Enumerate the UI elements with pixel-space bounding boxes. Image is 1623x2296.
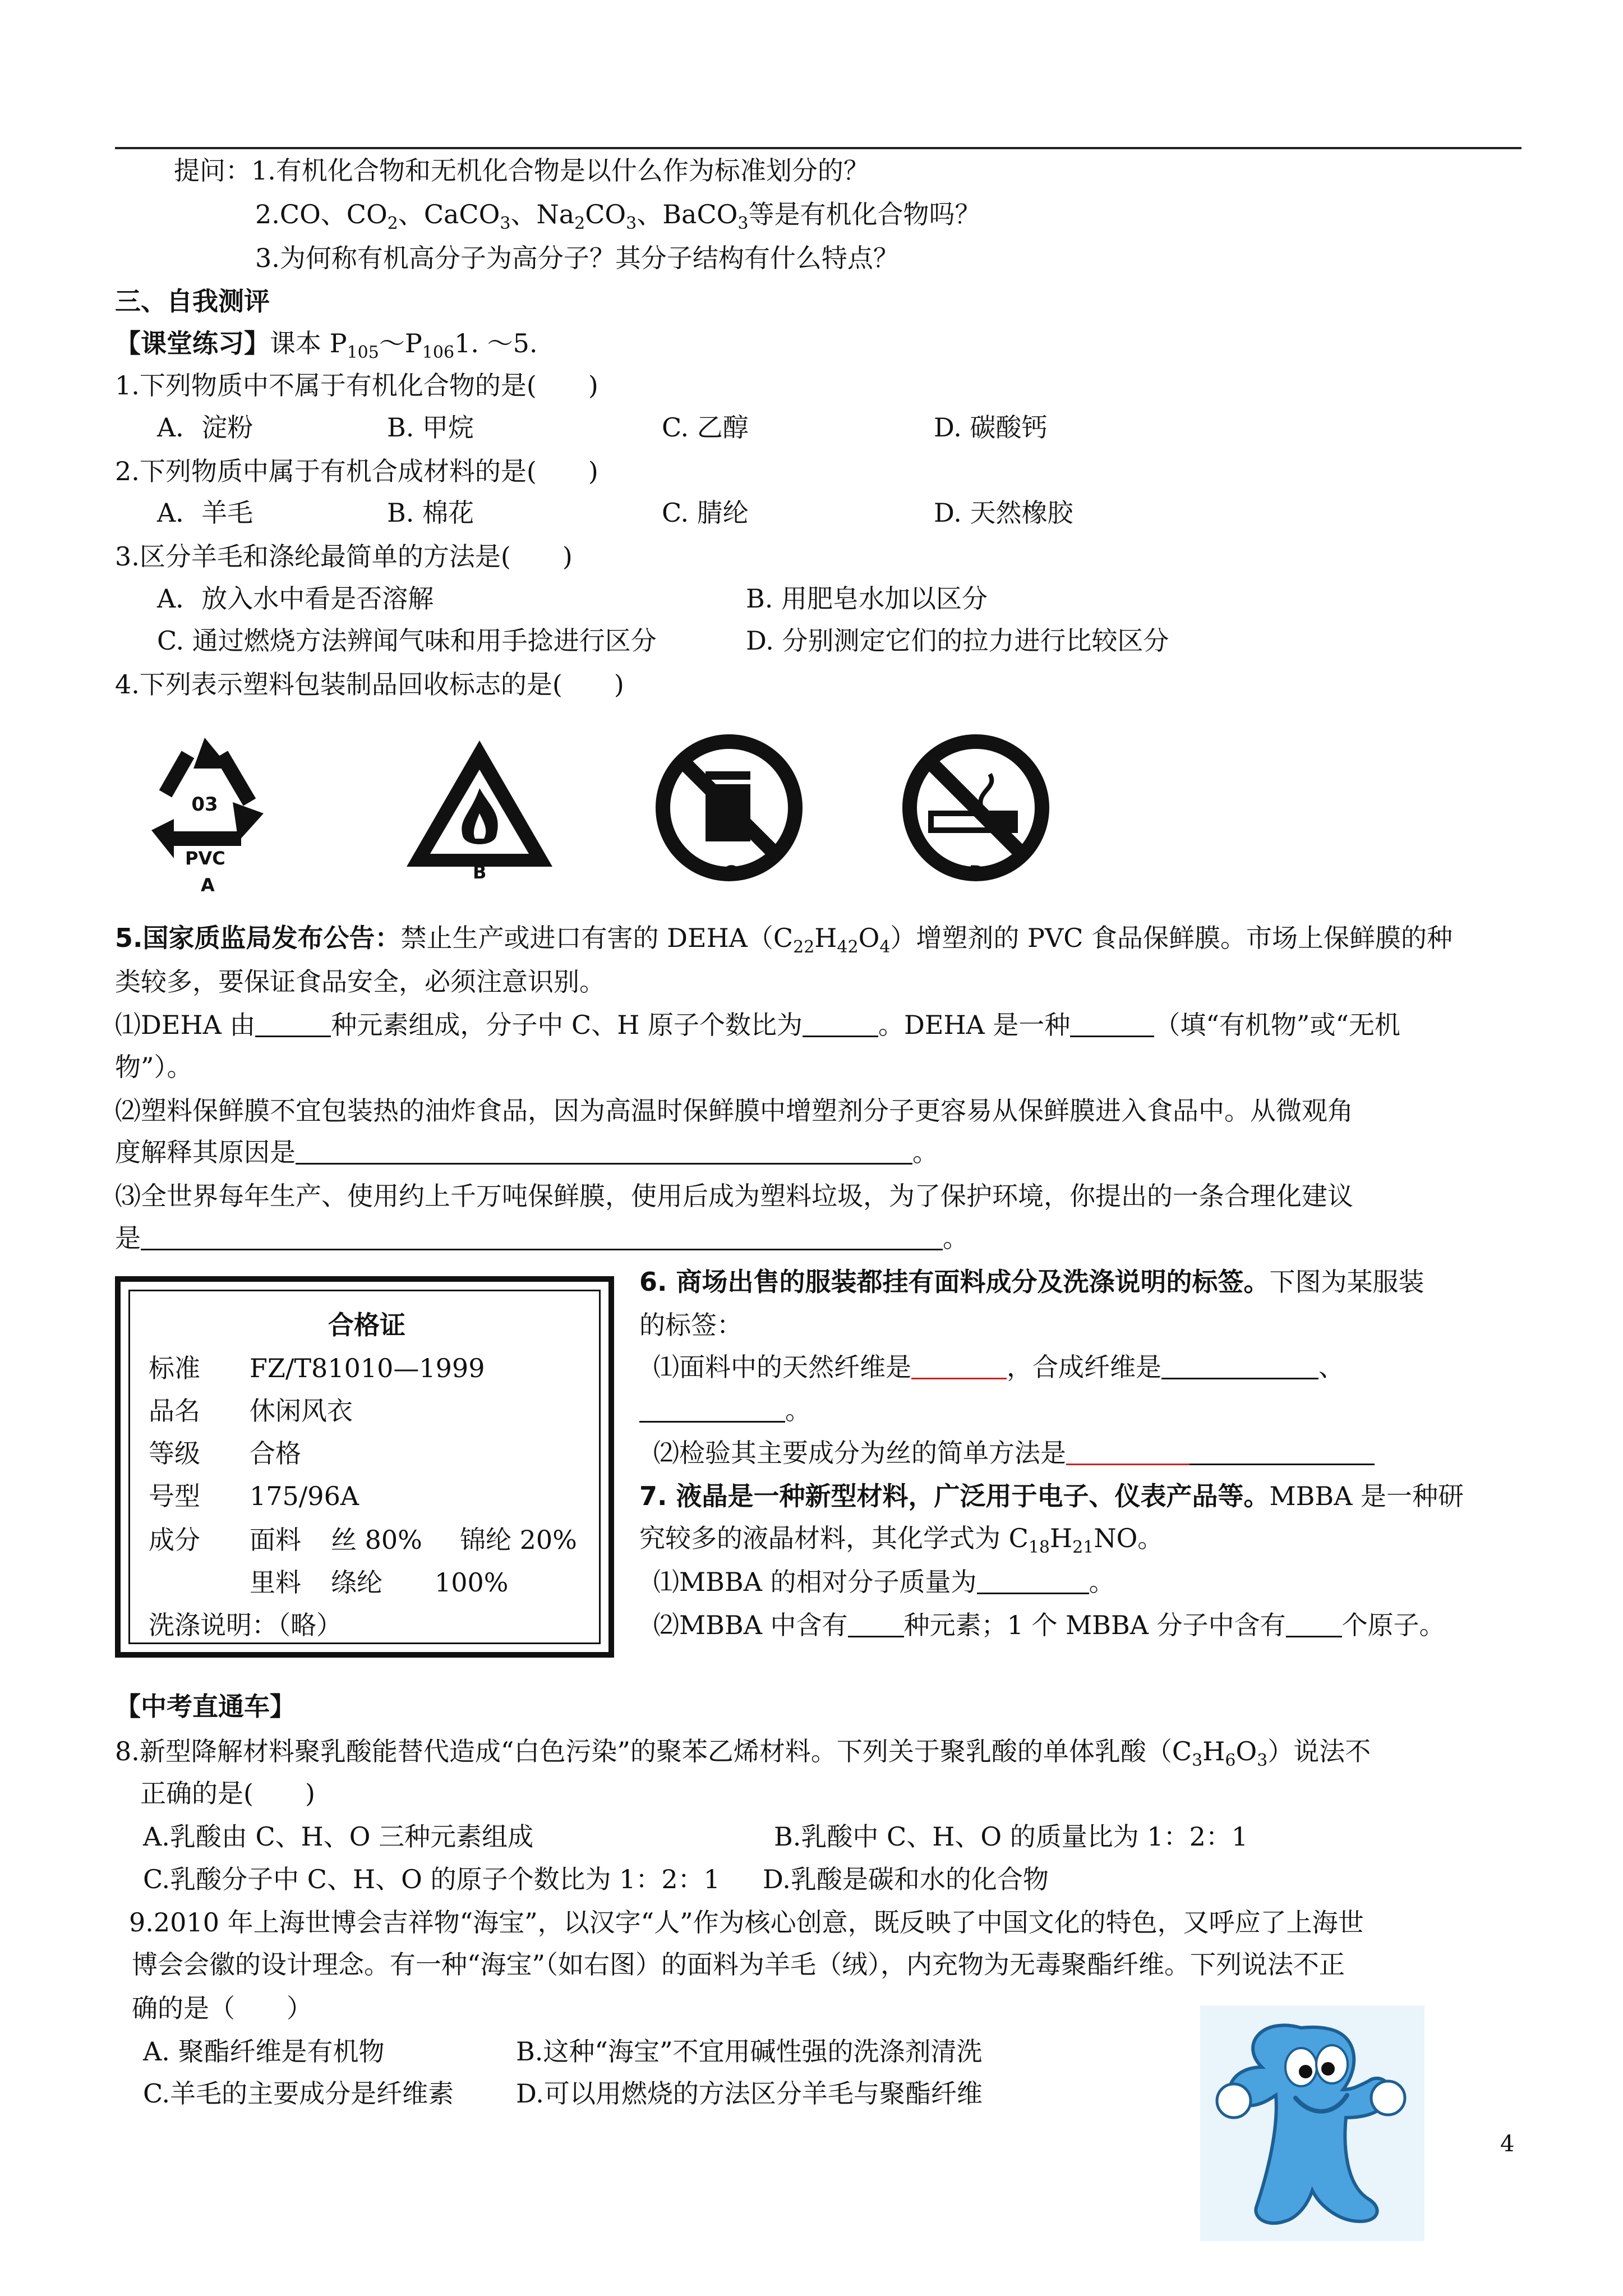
cert-key-standard: 标准 bbox=[149, 1353, 200, 1383]
q3-option-c: C. 通过燃烧方法辨闻气味和用手捻进行区分 bbox=[157, 625, 657, 656]
q5-stem-line2: 类较多，要保证食品安全，必须注意识别。 bbox=[115, 967, 605, 997]
q8-stem: 8.新型降解材料聚乳酸能替代造成“白色污染”的聚苯乙烯材料。下列关于聚乳酸的单体乳酸$(C_3H_6O_3)$说法不 bbox=[115, 1736, 1371, 1770]
q9-option-c: C.羊毛的主要成分是纤维素 bbox=[143, 2078, 454, 2109]
q7-blank-elements[interactable] bbox=[848, 1611, 904, 1637]
q5-part1-line2: 物”）。 bbox=[115, 1052, 193, 1082]
q6-blank-test-b[interactable] bbox=[1189, 1439, 1375, 1465]
q5-part3-line2: 是 。 bbox=[115, 1223, 969, 1253]
q3-stem: 3.区分羊毛和涤纶最简单的方法是( ) bbox=[115, 541, 573, 572]
section-title-self-test: 三、自我测评 bbox=[115, 286, 270, 316]
cert-key-size: 号型 bbox=[149, 1481, 200, 1511]
cert-key-composition: 成分 bbox=[149, 1525, 200, 1555]
q7-part2: ⑵MBBA 中含有 种元素；1 个 MBBA 分子中含有 个原子。 bbox=[653, 1610, 1445, 1640]
cert-wash: 洗涤说明：（略） bbox=[149, 1610, 342, 1640]
q6-part2: ⑵检验其主要成分为丝的简单方法是 bbox=[653, 1435, 1375, 1471]
page-number: 4 bbox=[1500, 2131, 1515, 2157]
q6-blank-test-a[interactable] bbox=[1066, 1439, 1189, 1465]
intro-question-2: 2.CO、$CO_2$、CaCO$_3$、$Na_2CO_3$、BaCO$_3$等是有机化合物吗？ bbox=[255, 199, 981, 233]
q7-part1: ⑴MBBA 的相对分子质量为 。 bbox=[653, 1567, 1115, 1597]
cert-key-grade: 等级 bbox=[149, 1438, 200, 1469]
q3-option-b: B. 用肥皂水加以区分 bbox=[746, 583, 988, 614]
cert-silk: 丝 80% bbox=[331, 1525, 422, 1555]
q8-stem-line2: 正确的是( ) bbox=[140, 1778, 315, 1809]
q5-stem: 5.国家质监局发布公告：禁止生产或进口有害的 $DEHA(C_{22}H_{42}O_4)$增塑剂的 PVC 食品保鲜膜。市场上保鲜膜的种 bbox=[115, 923, 1453, 957]
q2-stem: 2.下列物质中属于有机合成材料的是( ) bbox=[115, 456, 598, 486]
q5-part2-line1: ⑵塑料保鲜膜不宜包装热的油炸食品，因为高温时保鲜膜中增塑剂分子更容易从保鲜膜进入食品中。从微观角 bbox=[115, 1096, 1353, 1126]
q9-line3: 确的是（ ） bbox=[132, 1993, 312, 2023]
header-rule bbox=[115, 147, 1521, 149]
q7-stem: 7. 液晶是一种新型材料，广泛用于电子、仪表产品等。MBBA 是一种研 bbox=[639, 1481, 1464, 1511]
q6-stem: 6. 商场出售的服装都挂有面料成分及洗涤说明的标签。下图为某服装 bbox=[639, 1267, 1424, 1297]
certificate-title: 合格证 bbox=[328, 1310, 405, 1340]
cert-nylon: 锦纶 20% bbox=[460, 1525, 577, 1555]
q9-option-a: A. 聚酯纤维是有机物 bbox=[143, 2036, 385, 2067]
q2-option-b: B. 棉花 bbox=[387, 498, 474, 528]
q9-line2: 博会会徽的设计理念。有一种“海宝”（如右图）的面料为羊毛（绒），内充物为无毒聚酯纤维。下列说法不正 bbox=[132, 1949, 1345, 1980]
q1-stem: 1.下列物质中不属于有机化合物的是( ) bbox=[115, 370, 598, 401]
q7-stem-line2: 究较多的液晶材料，其化学式为 $C_{18}H_{21}NO$。 bbox=[639, 1523, 1164, 1557]
recycle-symbol-icon bbox=[121, 729, 289, 898]
q4-stem: 4.下列表示塑料包装制品回收标志的是( ) bbox=[115, 669, 624, 700]
sign-caption-a: A bbox=[201, 875, 215, 896]
q5-blank-suggestion[interactable] bbox=[141, 1224, 943, 1250]
cert-lining-percent: 100% bbox=[435, 1567, 509, 1598]
q2-option-d: D. 天然橡胶 bbox=[934, 498, 1073, 528]
cert-val-name: 休闲风衣 bbox=[250, 1396, 353, 1426]
q9-line1: 9.2010 年上海世博会吉祥物“海宝”，以汉字“人”作为核心创意，既反映了中国文化的特色，又呼应了上海世 bbox=[129, 1907, 1364, 1938]
q6-blank-natural[interactable] bbox=[911, 1353, 1007, 1379]
sign-caption-b: B bbox=[473, 862, 487, 883]
q2-option-c: C. 腈纶 bbox=[662, 498, 749, 528]
certificate-label-box bbox=[115, 1276, 614, 1658]
classroom-practice: 【课堂练习】课本 $P_{105}\sim P_{106}1$. ～5. bbox=[115, 328, 538, 362]
haibao-mascot-image bbox=[1200, 2005, 1424, 2241]
q5-part3-line1: ⑶全世界每年生产、使用约上千万吨保鲜膜，使用后成为塑料垃圾，为了保护环境，你提出的一条合理化建议 bbox=[115, 1181, 1353, 1211]
q9-option-b: B.这种“海宝”不宜用碱性强的洗涤剂清洗 bbox=[516, 2036, 983, 2067]
q8-option-d: D.乳酸是碳和水的化合物 bbox=[763, 1864, 1049, 1894]
section-title-zhongkao: 【中考直通车】 bbox=[115, 1691, 296, 1722]
cert-lining-label: 里料 bbox=[250, 1567, 301, 1598]
recycle-code: 03 bbox=[191, 793, 218, 816]
q5-blank-reason[interactable] bbox=[296, 1138, 912, 1165]
q8-option-c: C.乳酸分子中 C、H、O 的原子个数比为 1：2：1 bbox=[143, 1864, 720, 1894]
q1-option-a: A．淀粉 bbox=[157, 412, 253, 443]
q1-option-c: C. 乙醇 bbox=[662, 412, 749, 443]
cert-val-standard: FZ/T81010—1999 bbox=[250, 1353, 485, 1383]
q1-option-d: D. 碳酸钙 bbox=[934, 412, 1048, 443]
q2-option-a: A．羊毛 bbox=[157, 498, 253, 528]
recycle-material-label: PVC bbox=[185, 848, 225, 869]
q6-part1-line2: 。 bbox=[639, 1392, 811, 1428]
q6-part1: ⑴面料中的天然纤维是 ，合成纤维是 、 bbox=[653, 1352, 1344, 1382]
cert-face-label: 面料 bbox=[250, 1525, 301, 1555]
q1-option-b: B. 甲烷 bbox=[387, 412, 474, 443]
q3-option-d: D. 分别测定它们的拉力进行比较区分 bbox=[746, 625, 1169, 656]
q7-blank-mass[interactable] bbox=[977, 1568, 1089, 1594]
q9-option-d: D.可以用燃烧的方法区分羊毛与聚酯纤维 bbox=[516, 2078, 983, 2109]
q5-blank-type[interactable] bbox=[1070, 1011, 1154, 1037]
q3-option-a: A．放入水中看是否溶解 bbox=[157, 583, 434, 614]
q8-option-b: B.乳酸中 C、H、O 的质量比为 1：2：1 bbox=[774, 1821, 1248, 1852]
cert-val-grade: 合格 bbox=[250, 1438, 301, 1469]
q5-blank-ratio[interactable] bbox=[803, 1011, 878, 1037]
q6-stem-line2: 的标签： bbox=[639, 1310, 743, 1340]
q6-blank-synthetic-1[interactable] bbox=[1161, 1353, 1318, 1379]
q6-blank-synthetic-2[interactable] bbox=[639, 1396, 785, 1423]
intro-question-1: 提问：1.有机化合物和无机化合物是以什么作为标准划分的？ bbox=[174, 155, 869, 186]
cert-polyester: 绦纶 bbox=[331, 1567, 382, 1598]
intro-question-3: 3.为何称有机高分子为高分子？其分子结构有什么特点？ bbox=[255, 243, 899, 273]
cert-val-size: 175/96A bbox=[250, 1481, 359, 1511]
q5-part2-line2: 度解释其原因是 。 bbox=[115, 1137, 938, 1167]
q7-blank-atoms[interactable] bbox=[1286, 1611, 1342, 1637]
sign-caption-d: D bbox=[969, 862, 984, 883]
q5-part1: ⑴DEHA 由 种元素组成，分子中 C、H 原子个数比为 。DEHA 是一种 （填“有机物”或“无机 bbox=[115, 1010, 1400, 1040]
q8-option-a: A.乳酸由 C、H、O 三种元素组成 bbox=[143, 1821, 534, 1852]
cert-key-name: 品名 bbox=[149, 1396, 200, 1426]
sign-caption-c: C bbox=[723, 862, 737, 883]
q5-blank-elements[interactable] bbox=[255, 1011, 331, 1037]
